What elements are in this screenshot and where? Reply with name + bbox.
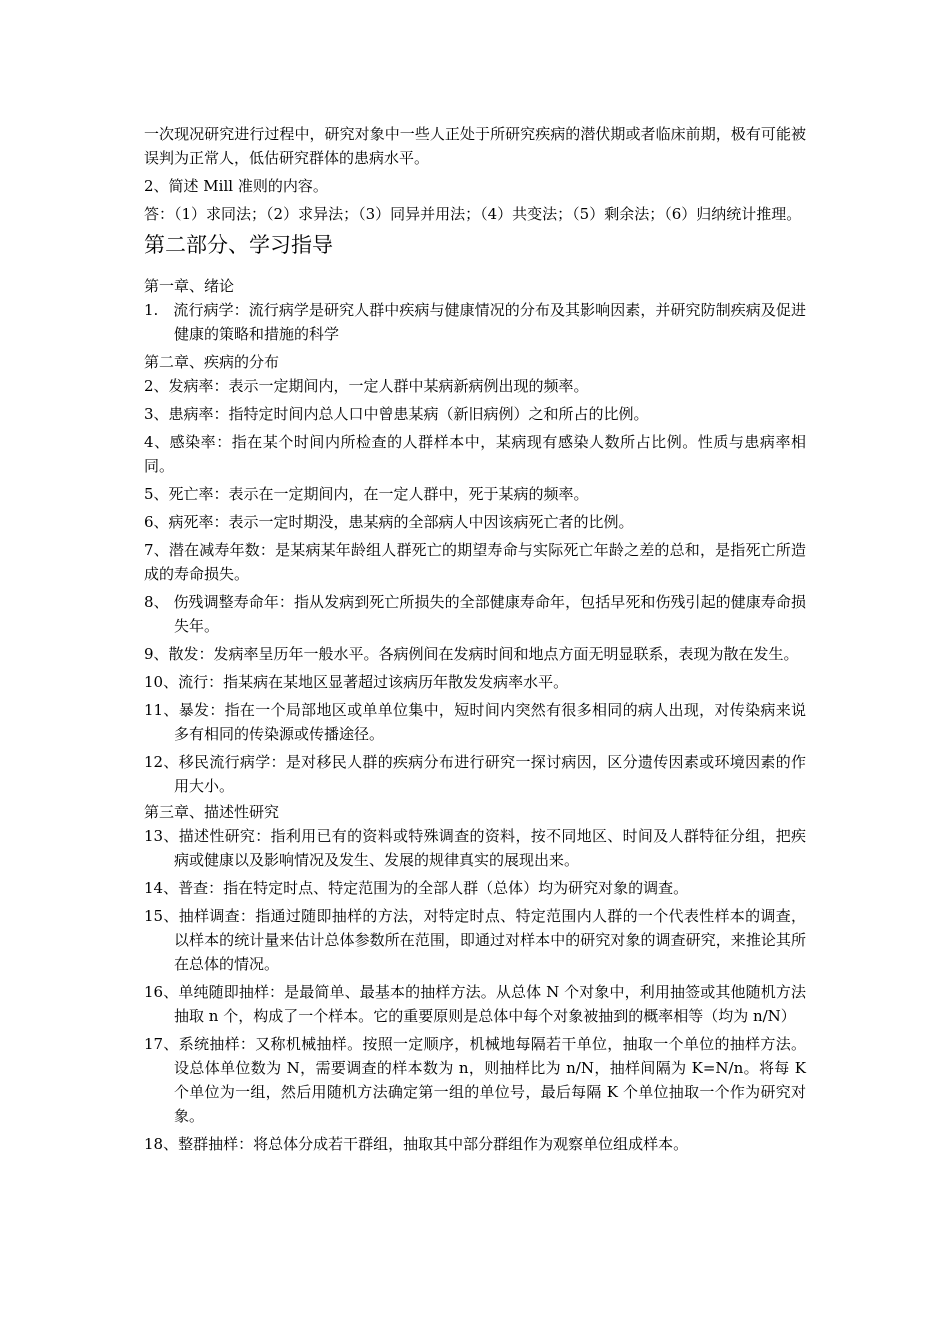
chapter-3-heading: 第三章、描述性研究 bbox=[144, 803, 280, 821]
item-11: 11、暴发：指在一个局部地区或单单位集中，短时间内突然有很多相同的病人出现，对传染病来说多有相同的传染源或传播途径。 bbox=[144, 701, 806, 743]
document-page bbox=[144, 122, 806, 1160]
item-1: 1. 流行病学：流行病学是研究人群中疾病与健康情况的分布及其影响因素，并研究防制疾病及促进健康的策略和措施的科学 bbox=[144, 301, 806, 343]
item-5: 5、死亡率：表示在一定期间内，在一定人群中，死于某病的频率。 bbox=[144, 485, 589, 503]
answer-2: 答：（1）求同法；（2）求异法；（3）同异并用法；（4）共变法；（5）剩余法；（6）归纳统计推理。 bbox=[144, 205, 802, 223]
item-10: 10、流行：指某病在某地区显著超过该病历年散发发病率水平。 bbox=[144, 673, 569, 691]
item-16: 16、单纯随即抽样：是最简单、最基本的抽样方法。从总体 N 个对象中，利用抽签或其他随机方法抽取 n 个，构成了一个样本。它的重要原则是总体中每个对象被抽到的概率相等（均为 n/N） bbox=[144, 983, 806, 1025]
item-6: 6、病死率：表示一定时期没，患某病的全部病人中因该病死亡者的比例。 bbox=[144, 513, 634, 531]
item-13: 13、描述性研究：指利用已有的资料或特殊调查的资料，按不同地区、时间及人群特征分组，把疾病或健康以及影响情况及发生、发展的规律真实的展现出来。 bbox=[144, 827, 806, 869]
item-3: 3、患病率：指特定时间内总人口中曾患某病（新旧病例）之和所占的比例。 bbox=[144, 405, 649, 423]
item-14: 14、普查：指在特定时点、特定范围为的全部人群（总体）均为研究对象的调查。 bbox=[144, 879, 689, 897]
chapter-1-heading: 第一章、绪论 bbox=[144, 277, 235, 295]
item-9: 9、散发：发病率呈历年一般水平。各病例间在发病时间和地点方面无明显联系，表现为散在发生。 bbox=[144, 645, 799, 663]
item-18: 18、整群抽样：将总体分成若干群组，抽取其中部分群组作为观察单位组成样本。 bbox=[144, 1135, 689, 1153]
item-15: 15、抽样调查：指通过随即抽样的方法，对特定时点、特定范围内人群的一个代表性样本的调查，以样本的统计量来估计总体参数所在范围，即通过对样本中的研究对象的调查研究，来推论其所在总体的情况。 bbox=[144, 907, 806, 973]
chapter-2-heading: 第二章、疾病的分布 bbox=[144, 353, 280, 371]
item-8: 8、 伤残调整寿命年：指从发病到死亡所损失的全部健康寿命年，包括早死和伤残引起的健康寿命损失年。 bbox=[144, 593, 806, 635]
item-4: 4、感染率：指在某个时间内所检查的人群样本中，某病现有感染人数所占比例。性质与患病率相同。 bbox=[144, 433, 806, 475]
item-17: 17、系统抽样：又称机械抽样。按照一定顺序，机械地每隔若干单位，抽取一个单位的抽样方法。设总体单位数为 N，需要调查的样本数为 n，则抽样比为 n/N，抽样间隔为 K=N/n。将每 K 个单位为一组，然后用随机方法确定第一组的单位号，最后每隔 K 个单位抽取一个作为研究对象。 bbox=[144, 1035, 806, 1125]
item-12: 12、移民流行病学：是对移民人群的疾病分布进行研究一探讨病因，区分遗传因素或环境因素的作用大小。 bbox=[144, 753, 806, 795]
part-title: 第二部分、学习指导 bbox=[144, 233, 333, 257]
item-7: 7、潜在减寿年数：是某病某年龄组人群死亡的期望寿命与实际死亡年龄之差的总和，是指死亡所造成的寿命损失。 bbox=[144, 541, 806, 583]
question-2: 2、简述 Mill 准则的内容。 bbox=[144, 177, 328, 195]
item-2: 2、发病率：表示一定期间内，一定人群中某病新病例出现的频率。 bbox=[144, 377, 589, 395]
intro-paragraph: 一次现况研究进行过程中，研究对象中一些人正处于所研究疾病的潜伏期或者临床前期，极有可能被误判为正常人，低估研究群体的患病水平。 bbox=[144, 125, 806, 167]
